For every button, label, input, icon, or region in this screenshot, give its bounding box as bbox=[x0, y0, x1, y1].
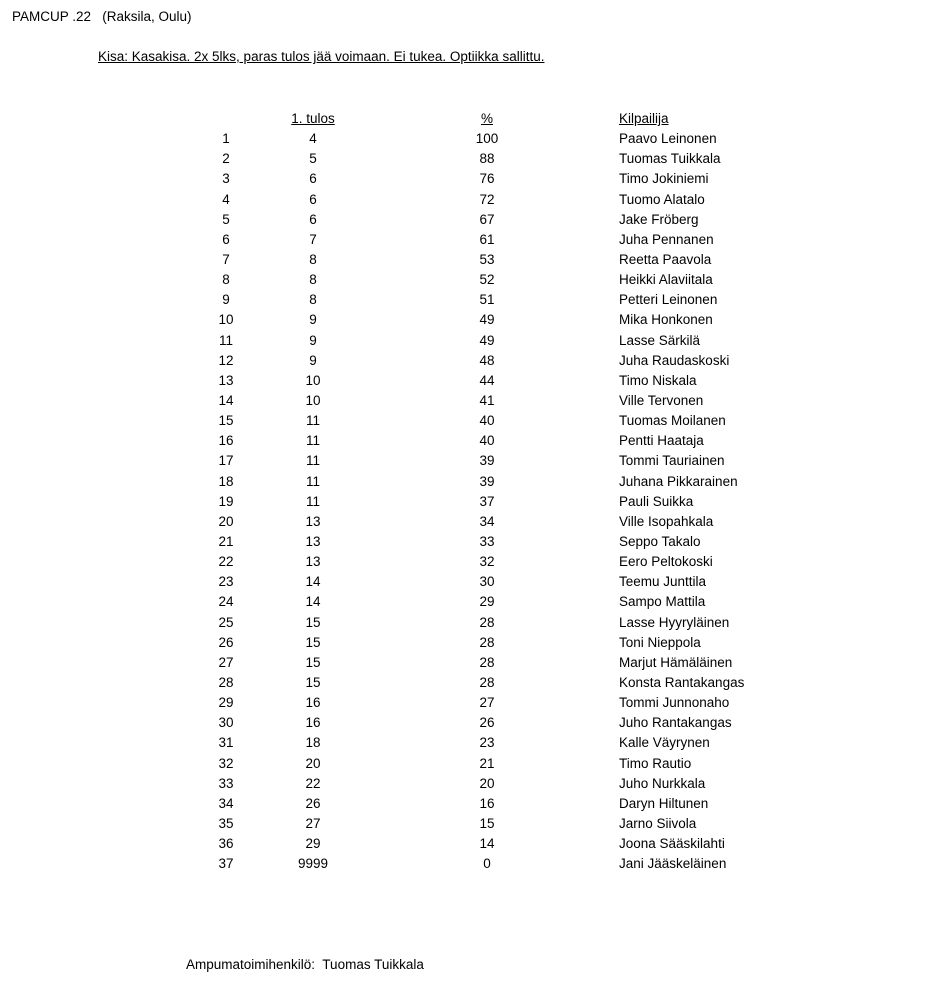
competitor-name-cell: Mika Honkonen bbox=[619, 312, 713, 328]
rank-cell: 35 bbox=[218, 815, 234, 831]
competitor-name-cell: Joona Sääskilahti bbox=[619, 836, 725, 852]
table-row bbox=[0, 129, 929, 149]
rank-cell: 18 bbox=[218, 473, 234, 489]
competitor-name-cell: Jarno Siivola bbox=[619, 815, 697, 831]
result-cell: 6 bbox=[309, 191, 317, 207]
result-cell: 15 bbox=[305, 674, 321, 690]
percent-cell: 40 bbox=[479, 413, 495, 429]
percent-cell: 49 bbox=[479, 312, 495, 328]
table-row bbox=[0, 210, 929, 230]
rank-cell: 7 bbox=[222, 251, 230, 267]
rank-cell: 28 bbox=[218, 674, 234, 690]
percent-cell: 51 bbox=[479, 292, 495, 308]
table-row bbox=[0, 613, 929, 633]
percent-cell: 67 bbox=[479, 211, 495, 227]
competitor-name-cell: Sampo Mattila bbox=[619, 594, 706, 610]
result-cell: 6 bbox=[309, 171, 317, 187]
competitor-name-cell: Petteri Leinonen bbox=[619, 292, 718, 308]
table-row bbox=[0, 331, 929, 351]
rank-cell: 13 bbox=[218, 372, 234, 388]
competitor-name-cell: Marjut Hämäläinen bbox=[619, 654, 733, 670]
rank-cell: 3 bbox=[222, 171, 230, 187]
percent-cell: 88 bbox=[479, 151, 495, 167]
table-row bbox=[0, 653, 929, 673]
result-cell: 10 bbox=[305, 392, 321, 408]
table-row bbox=[0, 411, 929, 431]
percent-cell: 21 bbox=[479, 755, 495, 771]
rank-cell: 36 bbox=[218, 836, 234, 852]
competitor-name-cell: Seppo Takalo bbox=[619, 533, 701, 549]
range-officer: Ampumatoimihenkilö: Tuomas Tuikkala bbox=[186, 957, 424, 972]
table-row bbox=[0, 713, 929, 733]
result-cell: 8 bbox=[309, 251, 317, 267]
rank-cell: 6 bbox=[222, 231, 230, 247]
competitor-name-cell: Juha Raudaskoski bbox=[619, 352, 730, 368]
percent-cell: 28 bbox=[479, 634, 495, 650]
document-title: PAMCUP .22 (Raksila, Oulu) bbox=[12, 9, 192, 24]
competitor-name-cell: Tuomo Alatalo bbox=[619, 191, 705, 207]
table-row bbox=[0, 673, 929, 693]
rank-cell: 26 bbox=[218, 634, 234, 650]
table-row bbox=[0, 371, 929, 391]
rank-cell: 24 bbox=[218, 594, 234, 610]
rank-cell: 31 bbox=[218, 735, 234, 751]
table-row bbox=[0, 149, 929, 169]
result-cell: 29 bbox=[305, 836, 321, 852]
percent-cell: 20 bbox=[479, 775, 495, 791]
table-row bbox=[0, 270, 929, 290]
result-cell: 11 bbox=[305, 493, 320, 509]
rank-cell: 10 bbox=[218, 312, 234, 328]
table-row bbox=[0, 290, 929, 310]
percent-cell: 28 bbox=[479, 674, 495, 690]
table-row bbox=[0, 451, 929, 471]
percent-cell: 0 bbox=[483, 856, 491, 872]
table-row bbox=[0, 774, 929, 794]
rank-cell: 5 bbox=[222, 211, 230, 227]
table-row bbox=[0, 592, 929, 612]
table-row bbox=[0, 794, 929, 814]
results-table bbox=[0, 109, 929, 874]
result-cell: 16 bbox=[305, 715, 321, 731]
table-body bbox=[0, 129, 929, 874]
rank-cell: 12 bbox=[218, 352, 234, 368]
rank-cell: 20 bbox=[218, 513, 234, 529]
competitor-name-cell: Pauli Suikka bbox=[619, 493, 694, 509]
result-cell: 9999 bbox=[297, 856, 329, 872]
result-cell: 6 bbox=[309, 211, 317, 227]
competitor-name-cell: Kalle Väyrynen bbox=[619, 735, 710, 751]
competition-description: Kisa: Kasakisa. 2x 5lks, paras tulos jää voimaan. Ei tukea. Optiikka sallittu. bbox=[98, 49, 545, 64]
competitor-name-cell: Timo Jokiniemi bbox=[619, 171, 709, 187]
result-cell: 26 bbox=[305, 795, 321, 811]
result-cell: 22 bbox=[305, 775, 321, 791]
result-cell: 15 bbox=[305, 654, 321, 670]
competitor-name-cell: Tuomas Moilanen bbox=[619, 413, 726, 429]
competitor-name-cell: Lasse Särkilä bbox=[619, 332, 701, 348]
percent-cell: 16 bbox=[479, 795, 495, 811]
percent-cell: 29 bbox=[479, 594, 495, 610]
result-cell: 9 bbox=[309, 352, 317, 368]
result-cell: 8 bbox=[309, 272, 317, 288]
competitor-name-cell: Timo Niskala bbox=[619, 372, 697, 388]
table-row bbox=[0, 572, 929, 592]
rank-cell: 8 bbox=[222, 272, 230, 288]
rank-cell: 16 bbox=[218, 433, 234, 449]
percent-cell: 28 bbox=[479, 614, 495, 630]
rank-cell: 29 bbox=[218, 695, 234, 711]
result-cell: 11 bbox=[305, 433, 320, 449]
result-cell: 27 bbox=[305, 815, 321, 831]
competitor-name-cell: Lasse Hyyryläinen bbox=[619, 614, 730, 630]
result-cell: 8 bbox=[309, 292, 317, 308]
rank-cell: 15 bbox=[218, 413, 234, 429]
percent-cell: 40 bbox=[479, 433, 495, 449]
table-header-row bbox=[0, 109, 929, 129]
competitor-name-cell: Paavo Leinonen bbox=[619, 131, 717, 147]
percent-cell: 15 bbox=[479, 815, 495, 831]
rank-cell: 34 bbox=[218, 795, 234, 811]
rank-cell: 2 bbox=[222, 151, 230, 167]
result-cell: 11 bbox=[305, 473, 320, 489]
competitor-name-cell: Ville Tervonen bbox=[619, 392, 704, 408]
competitor-name-cell: Juho Rantakangas bbox=[619, 715, 732, 731]
rank-cell: 37 bbox=[218, 856, 234, 872]
rank-cell: 14 bbox=[218, 392, 234, 408]
column-header-percent: % bbox=[480, 111, 493, 126]
table-row bbox=[0, 693, 929, 713]
competitor-name-cell: Heikki Alaviitala bbox=[619, 272, 713, 288]
percent-cell: 26 bbox=[479, 715, 495, 731]
competitor-name-cell: Daryn Hiltunen bbox=[619, 795, 709, 811]
percent-cell: 76 bbox=[479, 171, 495, 187]
percent-cell: 33 bbox=[479, 533, 495, 549]
table-row bbox=[0, 492, 929, 512]
percent-cell: 39 bbox=[479, 473, 495, 489]
table-row bbox=[0, 230, 929, 250]
table-row bbox=[0, 834, 929, 854]
table-row bbox=[0, 754, 929, 774]
competitor-name-cell: Juho Nurkkala bbox=[619, 775, 706, 791]
rank-cell: 23 bbox=[218, 574, 234, 590]
result-cell: 13 bbox=[305, 513, 321, 529]
table-row bbox=[0, 472, 929, 492]
competitor-name-cell: Pentti Haataja bbox=[619, 433, 704, 449]
rank-cell: 17 bbox=[218, 453, 234, 469]
table-row bbox=[0, 532, 929, 552]
competitor-name-cell: Timo Rautio bbox=[619, 755, 692, 771]
competitor-name-cell: Konsta Rantakangas bbox=[619, 674, 745, 690]
table-row bbox=[0, 512, 929, 532]
percent-cell: 61 bbox=[479, 231, 495, 247]
rank-cell: 22 bbox=[218, 554, 234, 570]
competitor-name-cell: Jani Jääskeläinen bbox=[619, 856, 727, 872]
result-cell: 13 bbox=[305, 554, 321, 570]
result-cell: 16 bbox=[305, 695, 321, 711]
table-row bbox=[0, 552, 929, 572]
table-row bbox=[0, 169, 929, 189]
competitor-name-cell: Eero Peltokoski bbox=[619, 554, 713, 570]
rank-cell: 21 bbox=[218, 533, 234, 549]
percent-cell: 27 bbox=[479, 695, 495, 711]
percent-cell: 37 bbox=[479, 493, 495, 509]
rank-cell: 9 bbox=[222, 292, 230, 308]
rank-cell: 4 bbox=[222, 191, 230, 207]
result-cell: 7 bbox=[309, 231, 317, 247]
result-cell: 4 bbox=[309, 131, 317, 147]
rank-cell: 33 bbox=[218, 775, 234, 791]
rank-cell: 25 bbox=[218, 614, 234, 630]
percent-cell: 23 bbox=[479, 735, 495, 751]
table-row bbox=[0, 431, 929, 451]
percent-cell: 52 bbox=[479, 272, 495, 288]
table-row bbox=[0, 854, 929, 874]
result-cell: 14 bbox=[305, 594, 321, 610]
percent-cell: 30 bbox=[479, 574, 495, 590]
table-row bbox=[0, 190, 929, 210]
competitor-name-cell: Reetta Paavola bbox=[619, 251, 712, 267]
rank-cell: 1 bbox=[222, 131, 230, 147]
percent-cell: 100 bbox=[475, 131, 499, 147]
rank-cell: 11 bbox=[218, 332, 233, 348]
column-header-result: 1. tulos bbox=[291, 111, 335, 126]
result-cell: 9 bbox=[309, 332, 317, 348]
percent-cell: 49 bbox=[479, 332, 495, 348]
rank-cell: 30 bbox=[218, 715, 234, 731]
percent-cell: 44 bbox=[479, 372, 495, 388]
result-cell: 5 bbox=[309, 151, 317, 167]
table-row bbox=[0, 351, 929, 371]
competitor-name-cell: Juhana Pikkarainen bbox=[619, 473, 738, 489]
percent-cell: 34 bbox=[479, 513, 495, 529]
table-row bbox=[0, 391, 929, 411]
result-cell: 15 bbox=[305, 614, 321, 630]
percent-cell: 41 bbox=[479, 392, 495, 408]
percent-cell: 48 bbox=[479, 352, 495, 368]
table-row bbox=[0, 733, 929, 753]
table-row bbox=[0, 310, 929, 330]
percent-cell: 39 bbox=[479, 453, 495, 469]
result-cell: 11 bbox=[305, 413, 320, 429]
rank-cell: 27 bbox=[218, 654, 234, 670]
column-header-competitor: Kilpailija bbox=[619, 111, 669, 126]
competitor-name-cell: Jake Fröberg bbox=[619, 211, 699, 227]
percent-cell: 32 bbox=[479, 554, 495, 570]
result-cell: 15 bbox=[305, 634, 321, 650]
competitor-name-cell: Tommi Tauriainen bbox=[619, 453, 725, 469]
table-row bbox=[0, 814, 929, 834]
result-cell: 18 bbox=[305, 735, 321, 751]
percent-cell: 72 bbox=[479, 191, 495, 207]
competitor-name-cell: Tuomas Tuikkala bbox=[619, 151, 721, 167]
table-row bbox=[0, 633, 929, 653]
competitor-name-cell: Teemu Junttila bbox=[619, 574, 707, 590]
result-cell: 9 bbox=[309, 312, 317, 328]
result-cell: 10 bbox=[305, 372, 321, 388]
percent-cell: 14 bbox=[479, 836, 495, 852]
competitor-name-cell: Ville Isopahkala bbox=[619, 513, 714, 529]
competitor-name-cell: Juha Pennanen bbox=[619, 231, 714, 247]
competitor-name-cell: Tommi Junnonaho bbox=[619, 695, 730, 711]
result-cell: 13 bbox=[305, 533, 321, 549]
result-cell: 14 bbox=[305, 574, 321, 590]
rank-cell: 19 bbox=[218, 493, 234, 509]
competitor-name-cell: Toni Nieppola bbox=[619, 634, 701, 650]
result-cell: 20 bbox=[305, 755, 321, 771]
table-row bbox=[0, 250, 929, 270]
percent-cell: 53 bbox=[479, 251, 495, 267]
result-cell: 11 bbox=[305, 453, 320, 469]
percent-cell: 28 bbox=[479, 654, 495, 670]
rank-cell: 32 bbox=[218, 755, 234, 771]
